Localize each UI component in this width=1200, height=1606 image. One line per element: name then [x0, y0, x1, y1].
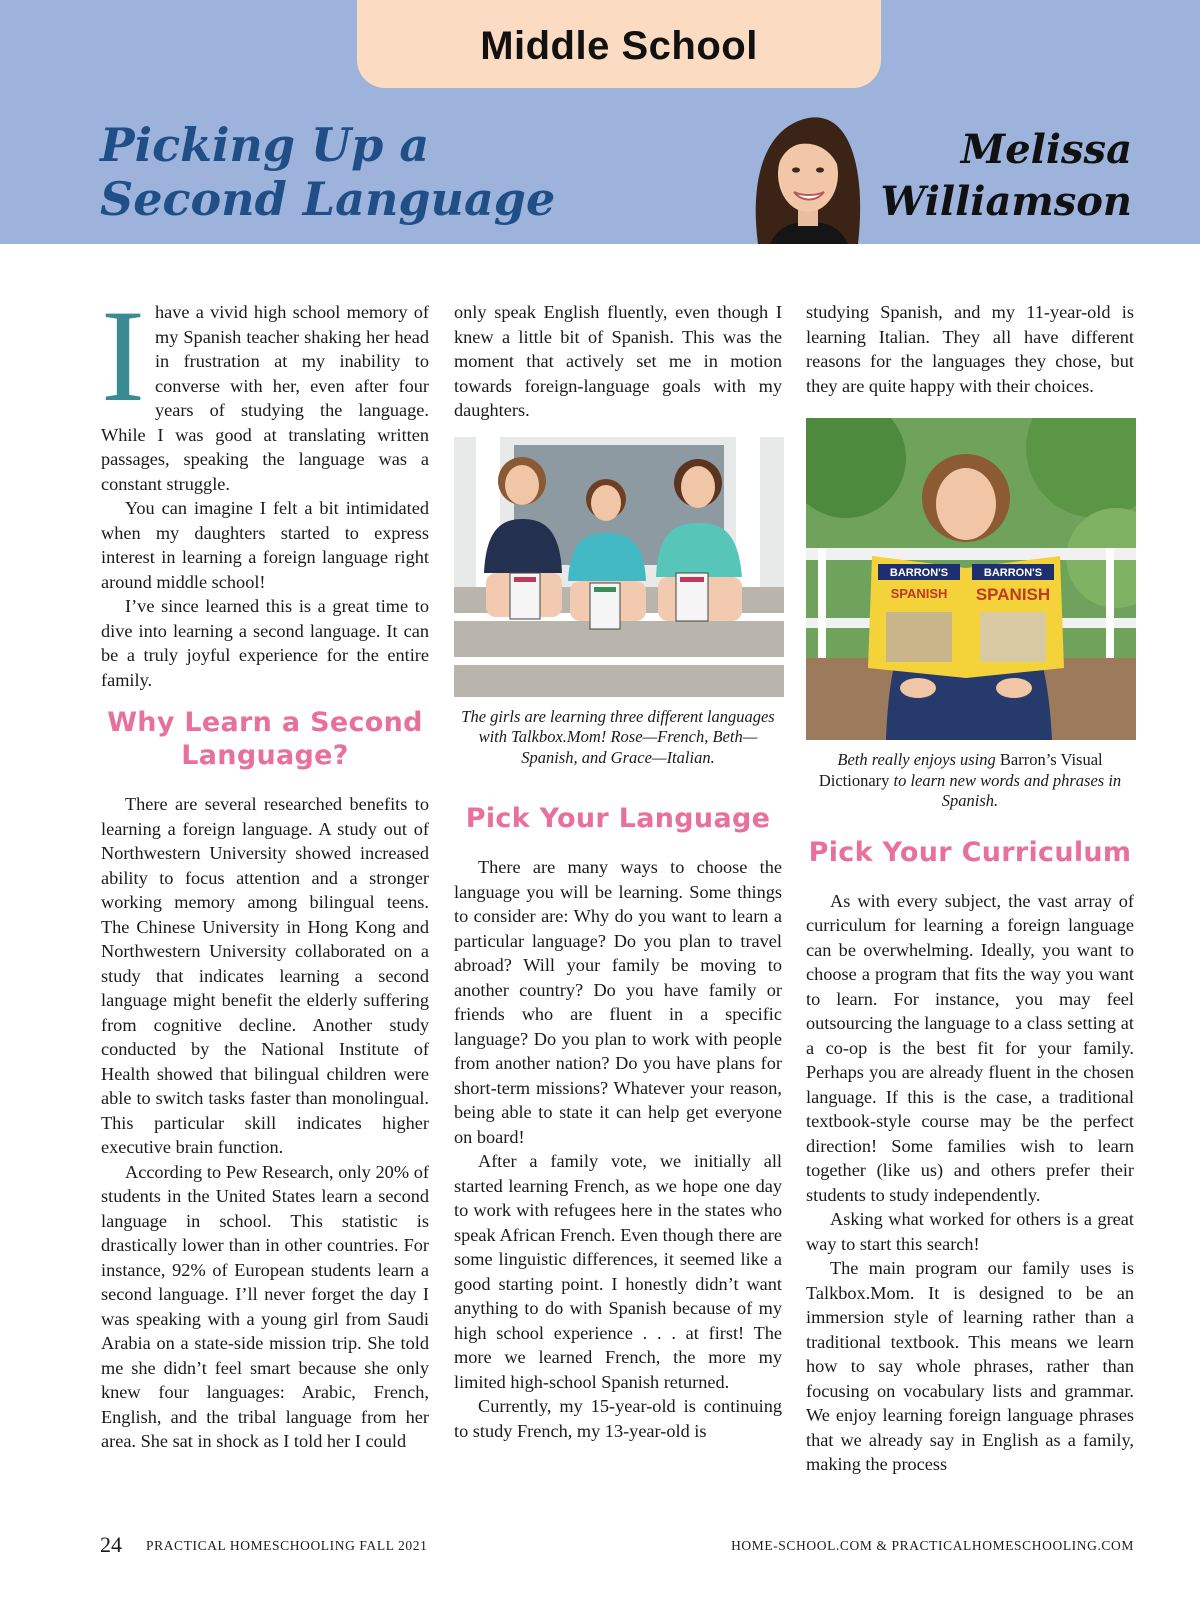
site-urls: HOME-SCHOOL.COM & PRACTICALHOMESCHOOLING.COM — [731, 1538, 1134, 1553]
section-tab — [357, 0, 881, 88]
paragraph: According to Pew Research, only 20% of students in the United States learn a second language in school. This statistic is drastically lower than in other countries. For instance, 92% of European students learn a second language. I’ll never forget the day I was speaking with a young girl from Saudi Arabia on a state-side mission trip. She told me she didn’t feel smart because she only knew four languages: Arabic, French, English, and the tribal language from her area. She sat in shock as I told her I could — [101, 1161, 429, 1451]
author-first-name: Melissa — [960, 126, 1132, 173]
header-band — [0, 0, 1200, 244]
author-last-name: Williamson — [880, 178, 1132, 225]
paragraph: As with every subject, the vast array of curriculum for learning a foreign language can be overwhelming. Ideally, you want to choose a program that fits the way you want to learn. For instance, you may feel outsourcing the language to a class setting at a co-op is the best fit for your family. Perhaps you are already fluent in the chosen language. If this is the case, a traditional textbook-style course may be the perfect direction! Some families wish to learn together (like us) and others prefer their students to study independently. — [806, 890, 1134, 1205]
subhead-pick-language: Pick Your Language — [465, 803, 771, 834]
page-number: 24 — [100, 1532, 122, 1557]
intro-paragraph — [101, 282, 429, 496]
paragraph: Currently, my 15-year-old is continuing to study French, my 13-year-old is — [454, 1396, 782, 1441]
figure-caption: The girls are learning three different languages with Talkbox.Mom! Rose—French, Beth—Spanish, and Grace—Italian. — [461, 706, 775, 767]
book-title-right: SPANISH — [975, 585, 1051, 604]
intro-text: have a vivid high school memory of my Spanish teacher shaking her head in frustration at my inability to converse with her, even after four years of studying the language. While I was good at translating written passages, speaking the language was a constant struggle. — [101, 302, 429, 494]
book-title-reference: Barron’s Visual Dictionary — [818, 750, 1103, 790]
figure-three-girls — [454, 437, 782, 769]
caption-part: to learn new words and phrases in Spanish. — [889, 770, 1122, 810]
section-label: Middle School — [480, 23, 758, 68]
paragraph: There are many ways to choose the language you will be learning. Some things to consider are: Why do you want to learn a particular language? Do you plan to travel abroad? Will your family be moving to another country? Do you have family or friends who are fluent in a specific language? Do you plan to work with people from another nation? Do you have plans for short-term missions? Whatever your reason, being able to state it can help get everyone on board! — [454, 857, 782, 1147]
paragraph: You can imagine I felt a bit intimidated when my daughters started to express interest in learning a foreign language right around middle school! — [101, 498, 429, 592]
paragraph: Asking what worked for others is a great way to start this search! — [806, 1209, 1134, 1254]
book-brand-left: BARRON'S — [889, 567, 949, 579]
column-2 — [454, 300, 782, 1443]
author-name — [860, 124, 1132, 228]
column-1 — [101, 282, 429, 1454]
author-photo — [740, 104, 876, 244]
paragraph: There are several researched benefits to learning a foreign language. A study out of Northwestern University showed increased ability to focus attention and a stronger working memory among bilingual teens. The Chinese University in Hong Kong and Northwestern University collaborated on a study that indicates learning a second language might benefit the elderly suffering from cognitive decline. Another study conducted by the National Institute of Health showed that bilingual children were able to switch tasks faster than monolingual. This particular skill indicates higher executive brain function. — [101, 794, 429, 1157]
drop-cap: I — [101, 282, 145, 429]
paragraph: only speak English fluently, even though I knew a little bit of Spanish. This was the moment that actively set me in motion towards foreign-language goals with my daughters. — [454, 302, 782, 420]
title-line-1: Picking Up a — [100, 118, 430, 172]
title-line-2: Second Language — [100, 172, 556, 226]
book-title-left: SPANISH — [890, 586, 948, 601]
paragraph: The main program our family uses is Talkbox.Mom. It is designed to be an immersion style of learning rather than a traditional textbook. This means we learn how to say whole phrases, rather than focusing on vocabulary lists and grammar. We enjoy learning foreign language phrases that we already say in English as a family, making the process — [806, 1258, 1134, 1474]
book-brand-right: BARRON'S — [983, 567, 1043, 579]
figure-caption — [806, 750, 1134, 812]
girl-reading-photo — [806, 418, 1136, 740]
column-3 — [806, 300, 1134, 1477]
article-title — [100, 118, 660, 226]
paragraph: I’ve since learned this is a great time to dive into learning a second language. It can be a truly joyful experience for the entire family. — [101, 596, 429, 690]
page-footer — [100, 1532, 1134, 1562]
figure-girl-reading — [806, 418, 1134, 812]
caption-part: Beth really enjoys using — [837, 750, 1000, 769]
subhead-why-learn: Why Learn a Second Language? — [107, 707, 423, 771]
paragraph: studying Spanish, and my 11-year-old is learning Italian. They all have different reasons for the languages they chose, but they are quite happy with their choices. — [806, 302, 1134, 396]
paragraph: After a family vote, we initially all started learning French, as we hope one day to work with refugees here in the states who speak African French. Even though there are some linguistic differences, it seemed like a good starting point. I honestly didn’t want anything to do with Spanish because of my high school experience . . . at first! The more we learned French, the more my limited high-school Spanish returned. — [454, 1151, 782, 1392]
subhead-pick-curriculum: Pick Your Curriculum — [808, 836, 1132, 868]
three-girls-photo — [454, 437, 784, 697]
magazine-issue: PRACTICAL HOMESCHOOLING FALL 2021 — [146, 1538, 428, 1553]
author-portrait-icon — [740, 104, 876, 244]
